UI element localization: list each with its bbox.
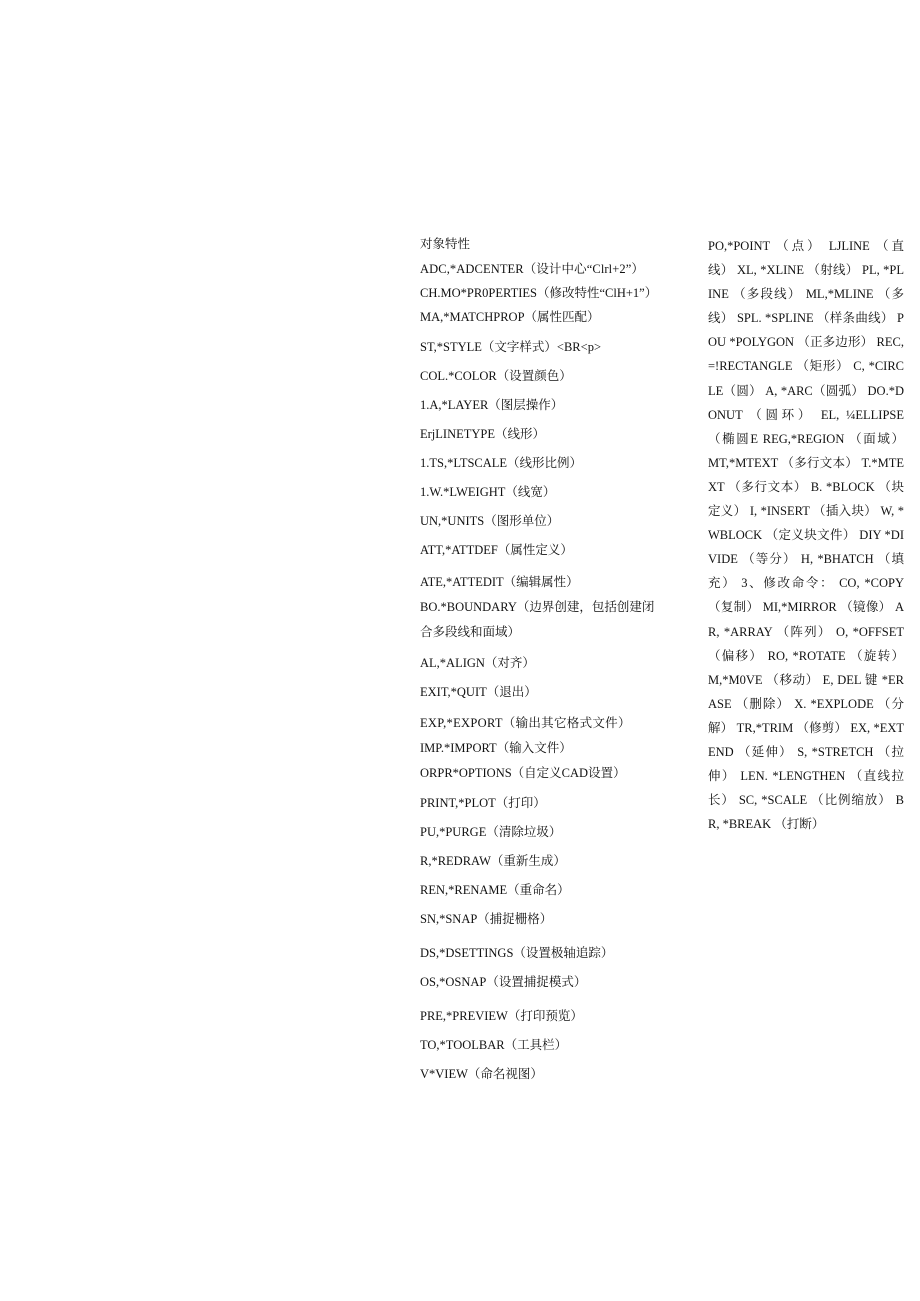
command-line: ST,*STYLE（文字样式）<BR<p> [420,340,601,354]
command-line: IMP.*IMPORT（输入文件） [420,741,572,755]
command-line: ErjLINETYPE（线形） [420,427,545,441]
command-line: UN,*UNITS（图形单位） [420,514,560,528]
command-line: 1.A,*LAYER（图层操作） [420,398,564,412]
command-line: PRINT,*PLOT（打印） [420,796,546,810]
left-column [420,234,685,1089]
command-line: CH.MO*PR0PERTIES（修改特性“ClH+1”） [420,286,658,300]
command-line: R,*REDRAW（重新生成） [420,854,566,868]
command-line: BO.*BOUNDARY（边界创建，包括创建闭 [420,600,655,614]
command-line: EXIT,*QUIT（退出） [420,685,537,699]
right-column-paragraph: PO,*POINT （点） LJLINE （直线） XL, *XLINE （射线） PL, *PLINE （多段线） ML,*MLINE （多线） SPL. *SPLINE （样条曲线） POU *POLYGON （正多边形） REC, =!RECTANGLE （矩形） C, *CIRCLE（圆） A, *ARC（圆弧） DO.*DONUT （圆环） EL, ¼ELLIPSE （椭圆E REG,*REGION （面域） MT,*MTEXT （多行文本） T.*MTEXT （多行文本） B. *BLOCK （块定义） I, *INSERT （插入块） W, *WBLOCK （定义块文件） DIY *DIVIDE （等分） H, *BHATCH （填充） 3、修改命令： CO, *COPY （复制） MI,*MIRROR （镜像） AR, *ARRAY （阵列） O, *OFFSET （偏移） RO, *ROTATE （旋转） M,*M0VE （移动） E, DEL 键 *ERASE （删除） X. *EXPLODE （分解） TR,*TRIM （修剪） EX, *EXTEND （延伸） S, *STRETCH （拉伸） LEN. *LENGTHEN （直线拉长） SC, *SCALE （比例缩放） BR, *BREAK （打断） [708,239,904,832]
command-line: DS,*DSETTINGS（设置极轴追踪） [420,946,614,960]
command-line: COL.*COLOR（设置颜色） [420,369,572,383]
command-line: OS,*OSNAP（设置捕捉模式） [420,975,587,989]
command-line: EXP,*EXPORT（输出其它格式文件） [420,716,631,730]
command-line: 1.TS,*LTSCALE（线形比例） [420,456,583,470]
command-line: AL,*ALIGN（对齐） [420,656,535,670]
command-line: PU,*PURGE（清除垃圾） [420,825,562,839]
section-heading: 对象特性 [420,237,471,251]
command-line: PRE,*PREVIEW（打印预览） [420,1009,583,1023]
command-line: REN,*RENAME（重命名） [420,883,570,897]
command-line: ATT,*ATTDEF（属性定义） [420,543,573,557]
command-line: V*VIEW（命名视图） [420,1067,543,1081]
command-line: ADC,*ADCENTER（设计中心“Clrl+2”） [420,262,644,276]
command-line: SN,*SNAP（捕捉栅格） [420,912,553,926]
command-line: ORPR*OPTIONS（自定义CAD设置） [420,766,626,780]
command-line: MA,*MATCHPROP（属性匹配） [420,310,600,324]
command-line: ATE,*ATTEDIT（编辑属性） [420,575,579,589]
command-line: 1.W.*LWEIGHT（线宽） [420,485,556,499]
command-line: TO,*TOOLBAR（工具栏） [420,1038,568,1052]
command-line: 合多段线和面域） [420,625,521,639]
